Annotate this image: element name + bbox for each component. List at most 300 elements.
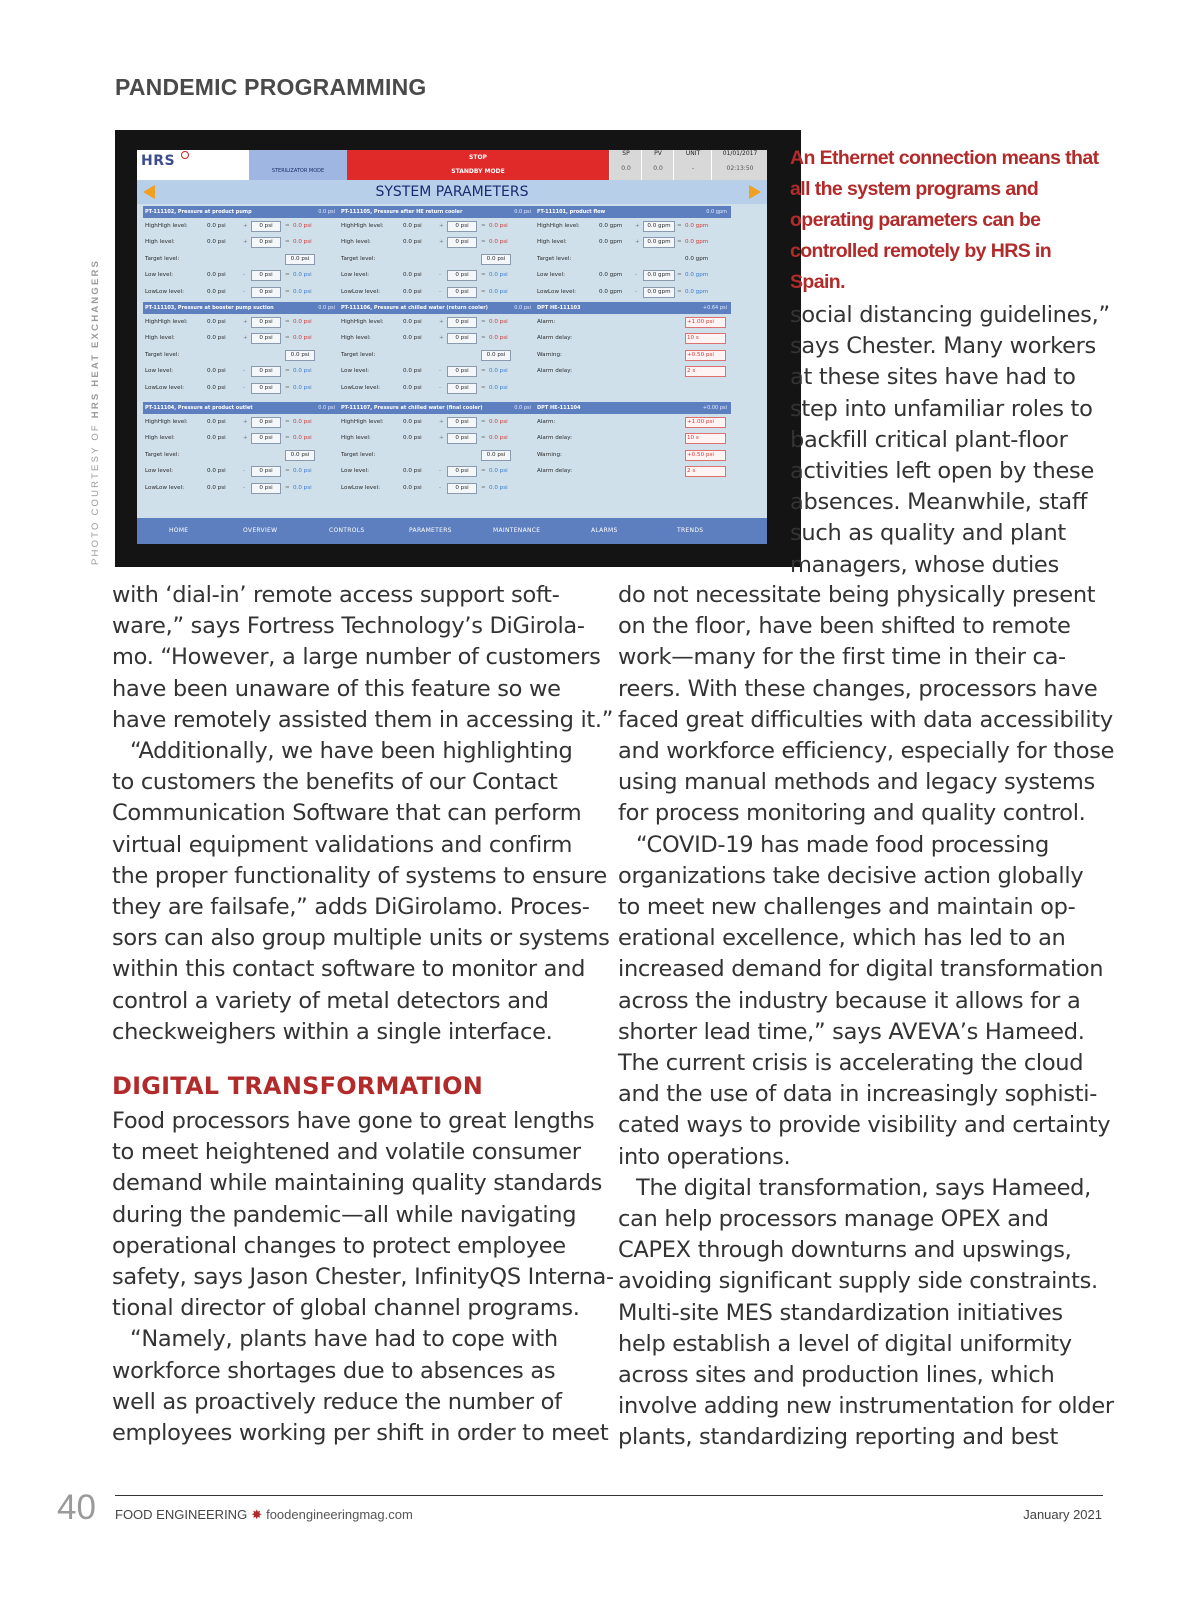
text-line: reers. With these changes, processors have [618,675,1098,702]
block-header [339,302,535,314]
alarm-input[interactable]: +0.50 psi [685,350,726,361]
block-title: PT-111107, Pressure at chilled water (final cooler) [341,405,483,411]
text-line: using manual methods and legacy systems [618,769,1095,796]
parameter-input[interactable]: 0 psi [447,466,477,477]
parameter-label: Low level: [341,272,369,279]
alarm-input[interactable]: +0.50 psi [685,450,726,461]
parameter-input[interactable]: 0 psi [447,483,477,494]
parameter-input[interactable]: 0 psi [251,221,281,232]
photo-credit [90,259,101,565]
block-value: 0.0 gpm [706,209,727,215]
text-line: on the floor, have been shifted to remote [618,613,1071,640]
block-value: 0.0 psi [514,305,531,311]
parameter-result: 0.0 psi [293,319,312,325]
text-line: CAPEX through downturns and upswings, [618,1237,1072,1264]
pv-value: 0.0 [653,165,663,172]
parameter-input[interactable]: 0.0 gpm [643,221,675,232]
parameter-input[interactable]: 0 psi [447,270,477,281]
parameter-sign: + [243,435,248,442]
parameter-label: High level: [341,239,371,246]
parameter-result: 0.0 psi [293,384,312,391]
parameter-row [143,447,339,463]
equals-sign: = [677,223,682,229]
parameter-reading: 0.0 psi [403,384,422,391]
parameter-row [535,267,731,283]
parameter-input[interactable]: 0 psi [447,221,477,232]
publication-line [115,1507,413,1523]
parameter-result: 0.0 psi [489,272,508,279]
parameter-label: Target level: [145,255,180,262]
block-title: DPT HE-111104 [537,405,581,411]
parameter-reading: 0.0 gpm [599,223,623,229]
alarm-input[interactable]: 10 s [685,333,726,344]
parameter-input[interactable]: 0 psi [251,317,281,328]
body-column-left [112,580,614,1449]
parameter-result: 0.0 gpm [685,239,709,246]
body-column-right-top [790,300,1110,581]
equals-sign: = [285,484,290,491]
hmi-screen [137,150,767,544]
block-header [339,402,535,414]
alarm-input[interactable]: +1.00 psi [685,417,726,428]
equals-sign: = [481,484,486,491]
equals-sign: = [481,288,486,295]
parameter-sign: - [243,484,246,491]
mode-indicator: STERILIZATOR MODE [249,150,347,180]
parameter-label: Low level: [341,368,369,375]
parameter-label: High level: [145,239,175,246]
parameter-reading: 0.0 psi [403,419,422,425]
equals-sign: = [285,239,290,246]
block-title: DPT HE-111103 [537,305,581,311]
parameter-sign: + [439,239,444,246]
parameter-label: HighHigh level: [145,319,188,325]
parameter-reading: 0.0 gpm [599,272,623,279]
parameter-label: Target level: [341,255,376,262]
parameter-label: Target level: [145,351,180,358]
text-line: can help processors manage OPEX and [618,1206,1049,1233]
text-line: avoiding significant supply side constraints. [618,1268,1098,1295]
parameter-input[interactable]: 0.0 gpm [643,270,675,281]
parameter-sign: - [439,468,442,475]
nav-overview[interactable]: OVERVIEW [243,527,278,534]
text-line: erational excellence, which has led to an [618,925,1066,952]
parameter-row [143,267,339,283]
parameter-sign: + [635,239,640,246]
text-line: activities left open by these [790,458,1095,485]
parameter-row [143,314,339,330]
parameter-block [143,402,339,496]
parameter-row [535,347,731,363]
nav-maintenance[interactable]: MAINTENANCE [493,527,541,534]
parameter-sign: + [243,335,248,342]
equals-sign: = [677,272,682,279]
parameter-result: 0.0 psi [489,319,508,325]
parameter-label: Alarm delay: [537,435,572,442]
parameter-sign: + [439,319,444,325]
parameter-row [143,347,339,363]
parameter-reading: 0.0 psi [207,419,226,425]
block-header [535,402,731,414]
text-line: within this contact software to monitor and [112,956,586,983]
parameter-input[interactable]: 0 psi [447,317,477,328]
text-line: The digital transformation, says Hameed, [636,1174,1092,1201]
parameter-block [143,206,339,300]
hrs-logo: HRS [141,153,176,169]
parameter-row [339,347,535,363]
parameter-reading: 0.0 gpm [599,239,623,246]
block-value: 0.0 psi [318,305,335,311]
date-value: 01/01/2017 [722,150,758,157]
nav-alarms[interactable]: ALARMS [591,527,618,534]
parameter-reading: 0.0 gpm [599,288,623,295]
parameter-row [339,447,535,463]
parameter-reading: 0.0 psi [207,468,226,475]
block-value: +0.64 psi [702,305,727,311]
parameter-input[interactable]: 0 psi [251,237,281,248]
arrow-right-icon[interactable] [749,185,761,199]
pv-label: PV [654,150,662,157]
text-line: virtual equipment validations and confirm [112,831,573,858]
hmi-top-bar [137,150,767,180]
parameter-label: Target level: [341,351,376,358]
text-line: to meet heightened and volatile consumer [112,1139,581,1166]
parameter-row [143,380,339,396]
equals-sign: = [481,468,486,475]
equals-sign: = [677,239,682,246]
target-input[interactable]: 0.0 psi [481,350,511,361]
block-value: 0.0 psi [318,405,335,411]
parameter-label: Low level: [145,272,173,279]
parameter-sign: + [635,223,640,229]
parameter-row [143,284,339,300]
page-number: 40 [57,1488,96,1527]
text-line: managers, whose duties [790,551,1059,578]
parameter-result: 0.0 psi [489,239,508,246]
parameter-input[interactable]: 0 psi [251,333,281,344]
parameter-label: HighHigh level: [537,223,580,229]
parameter-input[interactable]: 0 psi [251,383,281,394]
parameter-row [339,380,535,396]
parameter-result: 0.0 psi [489,384,508,391]
text-line: control a variety of metal detectors and [112,987,549,1014]
parameter-label: HighHigh level: [341,319,384,325]
parameter-label: High level: [341,335,371,342]
text-line: at these sites have had to [790,364,1076,391]
parameter-row [339,363,535,379]
parameter-sign: - [439,288,442,295]
parameter-result: 0.0 psi [293,272,312,279]
text-line: operational changes to protect employee [112,1232,566,1259]
parameter-reading: 0.0 psi [403,435,422,442]
text-line: cated ways to provide visibility and certainty [618,1112,1111,1139]
parameter-reading: 0.0 psi [403,484,422,491]
parameter-input[interactable]: 0 psi [251,287,281,298]
text-line: step into unfamiliar roles to [790,395,1093,422]
target-input[interactable]: 0.0 psi [285,254,315,265]
parameter-result: 0.0 gpm [685,272,709,279]
parameter-result: 0.0 gpm [685,223,709,229]
block-title: FT-111101, product flow [537,209,606,215]
subhead: DIGITAL TRANSFORMATION [112,1072,484,1101]
parameter-result: 0.0 psi [293,239,312,246]
parameter-reading: 0.0 psi [403,239,422,246]
parameter-result: 0.0 psi [489,419,508,425]
logo-mark-icon [181,151,189,159]
alarm-input[interactable]: +1.00 psi [685,317,726,328]
section-label: PANDEMIC PROGRAMMING [115,74,427,100]
equals-sign: = [285,468,290,475]
parameter-input[interactable]: 0 psi [251,483,281,494]
text-line: sors can also group multiple units or systems [112,925,610,952]
parameter-result: 0.0 psi [293,435,312,442]
parameter-row [339,314,535,330]
equals-sign: = [285,435,290,442]
stop-label: STOP [469,154,487,161]
parameter-sign: - [439,484,442,491]
parameter-result: 0.0 psi [293,419,312,425]
equals-sign: = [285,419,290,425]
nav-parameters[interactable]: PARAMETERS [409,527,452,534]
parameter-row [143,463,339,479]
parameter-input[interactable]: 0 psi [447,417,477,428]
parameter-label: LowLow level: [341,484,380,491]
parameter-sign: + [243,223,248,229]
parameter-result: 0.0 psi [489,484,508,491]
parameter-row [535,251,731,267]
text-line: employees working per shift in order to meet [112,1420,609,1447]
parameter-row [143,234,339,250]
parameter-input[interactable]: 0.0 gpm [643,237,675,248]
text-line: and the use of data in increasingly sophisti- [618,1081,1098,1108]
text-line: and workforce efficiency, especially for those [618,738,1115,765]
parameter-label: High level: [145,335,175,342]
text-line: absences. Meanwhile, staff [790,489,1088,516]
parameter-input[interactable]: 0 psi [251,270,281,281]
equals-sign: = [285,223,290,229]
parameter-label: Target level: [145,451,180,458]
equals-sign: = [285,288,290,295]
text-line: Food processors have gone to great lengths [112,1108,595,1135]
target-input[interactable]: 0.0 psi [481,450,511,461]
parameter-sign: + [243,239,248,246]
text-line: help establish a level of digital uniformity [618,1330,1072,1357]
parameter-label: HighHigh level: [341,223,384,229]
website: foodengineeringmag.com [266,1507,413,1522]
target-value: 0.0 gpm [685,255,709,262]
parameter-reading: 0.0 psi [207,368,226,375]
photo-credit-prefix: PHOTO COURTESY OF [90,418,101,565]
parameter-result: 0.0 psi [489,223,508,229]
block-title: PT-111102, Pressure at product pump [145,209,252,215]
parameter-label: Warning: [537,451,562,458]
text-line: to meet new challenges and maintain op- [618,894,1076,921]
parameter-row [535,218,731,234]
target-input[interactable]: 0.0 psi [481,254,511,265]
parameter-result: 0.0 psi [489,468,508,475]
left-text-part-2 [112,1106,614,1449]
alarm-input[interactable]: 2 s [685,366,726,377]
parameter-input[interactable]: 0.0 gpm [643,287,675,298]
text-line: such as quality and plant [790,520,1066,547]
text-line: safety, says Jason Chester, InfinityQS Interna- [112,1264,614,1291]
text-line: do not necessitate being physically present [618,582,1096,608]
sp-cell [609,150,642,180]
parameter-label: Alarm: [537,319,556,325]
text-line: “Additionally, we have been highlighting [130,738,573,765]
parameter-block [339,206,535,300]
parameter-reading: 0.0 psi [207,223,226,229]
parameter-row [339,267,535,283]
parameter-input[interactable]: 0 psi [447,237,477,248]
magazine-name: FOOD ENGINEERING [115,1507,248,1522]
equals-sign: = [481,319,486,325]
parameter-sign: - [635,288,638,295]
parameter-label: Target level: [537,255,572,262]
nav-controls[interactable]: CONTROLS [329,527,365,534]
parameter-input[interactable]: 0 psi [447,287,477,298]
hmi-photo [115,130,801,567]
nav-home[interactable]: HOME [169,527,189,534]
text-line: checkweighers within a single interface. [112,1018,553,1045]
parameter-row [143,414,339,430]
block-header [535,302,731,314]
parameter-label: LowLow level: [145,288,184,295]
target-input[interactable]: 0.0 psi [285,450,315,461]
text-line: backfill critical plant-floor [790,426,1068,453]
parameter-input[interactable]: 0 psi [447,333,477,344]
text-line: Multi-site MES standardization initiatives [618,1299,1063,1326]
equals-sign: = [481,239,486,246]
parameter-reading: 0.0 psi [207,384,226,391]
parameter-row [339,463,535,479]
text-line: they are failsafe,” adds DiGirolamo. Proces- [112,894,590,921]
parameter-reading: 0.0 psi [403,368,422,375]
parameter-label: Target level: [341,451,376,458]
parameter-sign: - [439,368,442,375]
parameter-reading: 0.0 psi [207,435,226,442]
text-line: increased demand for digital transformation [618,956,1104,983]
parameter-input[interactable]: 0 psi [251,366,281,377]
parameter-result: 0.0 psi [489,435,508,442]
equals-sign: = [285,319,290,325]
parameter-row [535,463,731,479]
parameter-row [535,330,731,346]
parameter-reading: 0.0 psi [207,319,226,325]
block-header [143,206,339,218]
parameter-reading: 0.0 psi [207,239,226,246]
text-line: demand while maintaining quality standards [112,1170,603,1197]
parameter-result: 0.0 psi [489,288,508,295]
parameter-row [339,414,535,430]
text-line: “COVID-19 has made food processing [636,831,1049,858]
parameter-label: Warning: [537,351,562,358]
alarm-input[interactable]: 10 s [685,433,726,444]
text-line: across the industry because it allows for a [618,987,1081,1014]
parameter-label: High level: [537,239,567,246]
parameter-input[interactable]: 0 psi [251,466,281,477]
stop-banner [347,150,609,180]
parameter-sign: - [243,368,246,375]
text-line: faced great difficulties with data accessibility [618,706,1113,733]
parameter-label: Low level: [341,468,369,475]
target-input[interactable]: 0.0 psi [285,350,315,361]
text-line: mo. “However, a large number of customers [112,644,601,671]
separator-icon: ✸ [251,1507,263,1522]
hmi-title-bar [137,180,767,204]
nav-trends[interactable]: TRENDS [677,527,704,534]
parameter-label: Alarm delay: [537,335,572,342]
block-title: PT-111103, Pressure at booster pump suction [145,305,274,311]
text-line: Communication Software that can perform [112,800,582,827]
parameter-row [143,480,339,496]
status-label: STANDBY MODE [451,168,505,175]
parameter-input[interactable]: 0 psi [251,417,281,428]
parameter-result: 0.0 psi [293,484,312,491]
block-header [339,206,535,218]
time-value: 02:13:50 [726,165,754,172]
parameter-input[interactable]: 0 psi [447,383,477,394]
equals-sign: = [481,419,486,425]
text-line: well as proactively reduce the number of [112,1388,562,1415]
text-line: work—many for the first time in their ca- [618,644,1066,671]
parameter-result: 0.0 psi [293,288,312,295]
parameter-result: 0.0 psi [489,335,508,342]
parameter-input[interactable]: 0 psi [447,366,477,377]
text-line: “Namely, plants have had to cope with [130,1326,558,1353]
parameter-input[interactable]: 0 psi [251,433,281,444]
parameter-result: 0.0 gpm [685,288,709,295]
text-line: tional director of global channel programs. [112,1295,580,1322]
parameter-label: Low level: [145,468,173,475]
parameter-row [535,430,731,446]
parameter-sign: - [243,288,246,295]
parameter-row [143,218,339,234]
parameter-row [143,330,339,346]
parameter-block [339,302,535,396]
photo-caption: An Ethernet connection means that all the system programs and operating parameters can be controlled remotely by HRS in Spain. [790,147,1099,293]
block-value: 0.0 psi [514,209,531,215]
photo-credit-source: HRS HEAT EXCHANGERS [90,258,101,419]
equals-sign: = [677,288,682,295]
parameter-input[interactable]: 0 psi [447,433,477,444]
parameter-reading: 0.0 psi [207,288,226,295]
parameter-sign: + [439,419,444,425]
alarm-input[interactable]: 2 s [685,466,726,477]
parameter-row [339,330,535,346]
parameter-row [143,251,339,267]
parameter-label: HighHigh level: [145,223,188,229]
block-header [143,302,339,314]
text-line: plants, standardizing reporting and best [618,1424,1059,1451]
parameter-sign: + [243,419,248,425]
text-line: ware,” says Fortress Technology’s DiGirola- [112,613,585,640]
block-title: PT-111106, Pressure at chilled water (return cooler) [341,305,488,311]
issue-date: January 2021 [1023,1507,1102,1522]
parameter-sign: + [439,223,444,229]
text-line: The current crisis is accelerating the cloud [618,1050,1084,1077]
parameter-reading: 0.0 psi [403,468,422,475]
parameter-label: Alarm: [537,419,556,425]
text-line: across sites and production lines, which [618,1362,1055,1389]
left-text-part-1 [112,580,614,1048]
parameter-reading: 0.0 psi [403,288,422,295]
sp-value: 0.0 [621,165,631,172]
parameter-result: 0.0 psi [293,223,312,229]
block-title: PT-111105, Pressure after HE return cooler [341,209,463,215]
hmi-title: SYSTEM PARAMETERS [375,184,529,200]
parameter-block [535,206,731,300]
